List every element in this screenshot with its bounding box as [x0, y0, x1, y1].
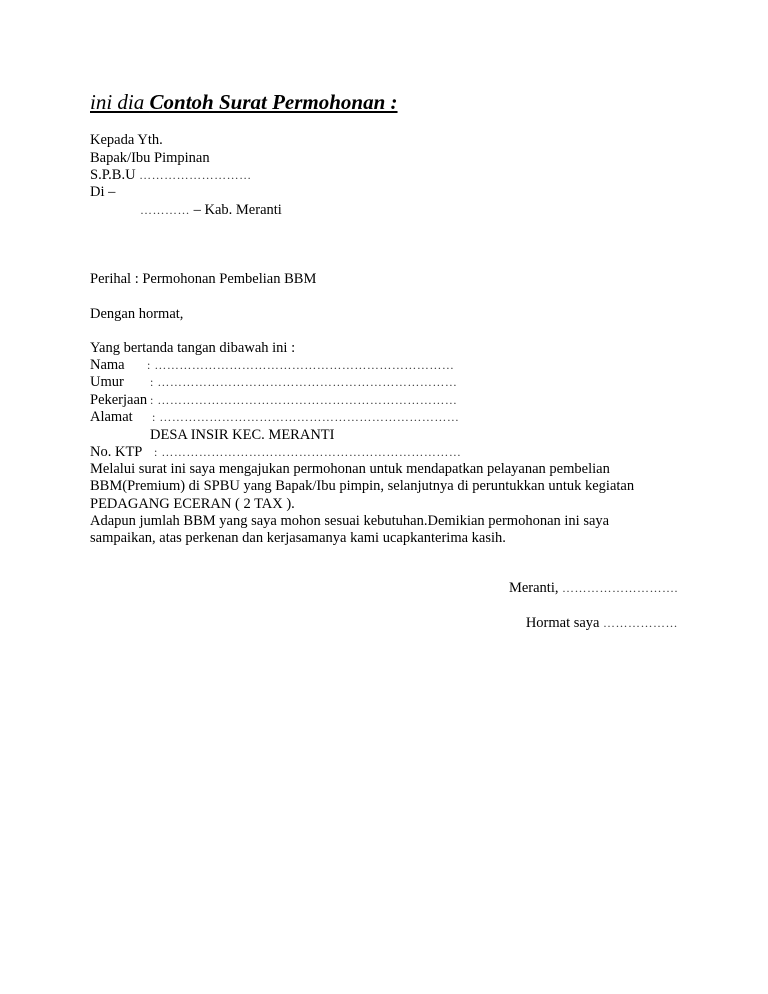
body-line-3: PEDAGANG ECERAN ( 2 TAX ).: [90, 496, 295, 512]
closing-signature: [526, 615, 678, 632]
page-title: [90, 90, 398, 115]
address-line-4: Di –: [90, 184, 116, 200]
field-alamat-label: Alamat: [90, 409, 133, 425]
closing-place-date: [509, 580, 678, 597]
location-text: – Kab. Meranti: [190, 202, 282, 218]
title-main: Contoh Surat Permohonan :: [149, 90, 398, 114]
address-line-3: [90, 167, 252, 184]
field-pekerjaan: [90, 392, 457, 409]
field-nama-value: : ………………………………………………………………: [147, 358, 455, 372]
address-line-2: Bapak/Ibu Pimpinan: [90, 150, 210, 166]
field-alamat-line-2: DESA INSIR KEC. MERANTI: [150, 427, 335, 443]
field-nama: [90, 357, 454, 374]
field-alamat: [90, 409, 459, 426]
field-ktp: [90, 444, 461, 461]
body-line-2: BBM(Premium) di SPBU yang Bapak/Ibu pimpin, selanjutnya di peruntukkan untuk kegiatan: [90, 478, 635, 494]
subject-line: Perihal : Permohonan Pembelian BBM: [90, 271, 317, 287]
spbu-dots: ………………………: [139, 168, 252, 182]
field-ktp-label: No. KTP: [90, 444, 143, 460]
closing-sign-label: Hormat saya: [525, 615, 600, 631]
field-ktp-value: : ………………………………………………………………: [154, 445, 462, 459]
field-nama-label: Nama: [90, 357, 125, 373]
closing-place-dots: ……………………….: [558, 581, 678, 595]
spbu-label: S.P.B.U: [90, 167, 136, 183]
field-alamat-value: : ………………………………………………………………: [152, 410, 460, 424]
salutation: Dengan hormat,: [90, 306, 184, 322]
body-line-1: Melalui surat ini saya mengajukan permohonan untuk mendapatkan pelayanan pembelian: [90, 461, 610, 477]
address-line-1: Kepada Yth.: [90, 132, 163, 148]
title-prefix: ini dia: [90, 90, 150, 114]
body-line-4: Adapun jumlah BBM yang saya mohon sesuai kebutuhan.Demikian permohonan ini saya: [90, 513, 610, 529]
intro-line: Yang bertanda tangan dibawah ini :: [90, 340, 296, 356]
field-pekerjaan-value: : ………………………………………………………………: [150, 393, 458, 407]
closing-sign-dots: ………………: [599, 616, 678, 630]
address-line-5: [140, 202, 282, 219]
field-umur: [90, 374, 457, 391]
field-pekerjaan-label: Pekerjaan: [90, 392, 148, 408]
body-line-5: sampaikan, atas perkenan dan kerjasamanya kami ucapkanterima kasih.: [90, 530, 506, 546]
field-umur-label: Umur: [90, 374, 124, 390]
closing-place-label: Meranti,: [508, 580, 559, 596]
field-umur-value: : ………………………………………………………………: [150, 375, 458, 389]
location-dots: …………: [140, 203, 190, 217]
